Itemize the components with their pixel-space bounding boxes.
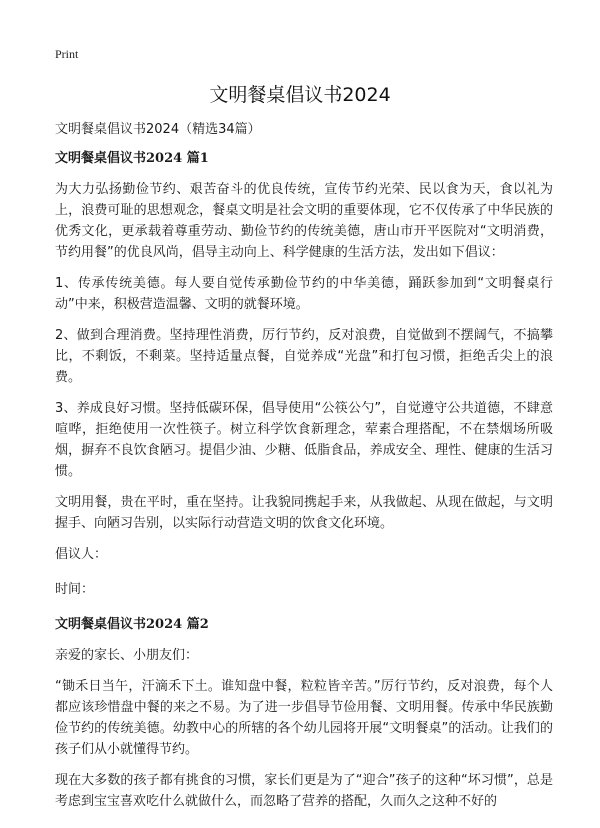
paragraph-habits: 现在大多数的孩子都有挑食的习惯，家长们更是为了“迎合”孩子的这种“坏习惯”，总是考虑到宝宝喜欢吃什么就做什么，而忽略了营养的搭配，久而久之这种不好的: [55, 773, 553, 809]
paragraph-poem: “锄禾日当午，汗滴禾下土。谁知盘中餐，粒粒皆辛苦。”厉行节约，反对浪费，每个人都应该珍惜盘中餐的来之不易。为了进一步倡导节俭用餐、文明用餐。传承中华民族勤俭节约的传统美德。幼教中心的所辖的各个幼儿园将开展“文明餐桌”的活动。让我们的孩子们从小就懂得节约。: [55, 679, 553, 757]
paragraph-item-3: 3、养成良好习惯。坚持低碳环保，倡导使用“公筷公勺”，自觉遵守公共道德，不肆意喧哗，拒绝使用一次性筷子。树立科学饮食新理念，荤素合理搭配，不在禁烟场所吸烟，摒弃不良饮食陋习。提倡少油、少糖、低脂食品，养成安全、理性、健康的生活习惯。: [55, 401, 553, 479]
section-heading-2: 文明餐桌倡议书2024 篇2: [55, 617, 209, 632]
document-body: [55, 119, 553, 822]
paragraph-item-2: 2、做到合理消费。坚持理性消费，厉行节约，反对浪费，自觉做到不摆阔气，不搞攀比，不剩饭，不剩菜。坚持适量点餐，自觉养成“光盘”和打包习惯，拒绝舌尖上的浪费。: [55, 328, 553, 385]
section-heading-1: 文明餐桌倡议书2024 篇1: [55, 151, 209, 166]
print-label[interactable]: Print: [55, 47, 79, 61]
proposer-line: 倡议人：: [55, 547, 108, 562]
document-title: 文明餐桌倡议书2024: [209, 84, 391, 106]
paragraph-closing: 文明用餐，贵在平时，重在坚持。让我貌同携起手来，从我做起、从现在做起，与文明握手、向陋习告别，以实际行动营造文明的饮食文化环境。: [55, 495, 553, 531]
document-subtitle: 文明餐桌倡议书2024（精选34篇）: [55, 122, 261, 137]
time-line: 时间：: [55, 582, 95, 597]
paragraph-intro: 为大力弘扬勤俭节约、艰苦奋斗的优良传统，宣传节约光荣、民以食为天，食以礼为上，浪费可耻的思想观念，餐桌文明是社会文明的重要体现，它不仅传承了中华民族的优秀文化，更承载着尊重劳动、勤俭节约的传统美德，唐山市开平医院对“文明消费，节约用餐”的优良风尚，倡导主动向上、科学健康的生活方法，发出如下倡议：: [55, 182, 553, 260]
greeting-line: 亲爱的家长、小朋友们：: [55, 648, 199, 663]
paragraph-item-1: 1、传承传统美德。每人要自觉传承勤俭节约的中华美德，踊跃参加到“文明餐桌行动”中来，积极营造温馨、文明的就餐环境。: [55, 276, 553, 312]
